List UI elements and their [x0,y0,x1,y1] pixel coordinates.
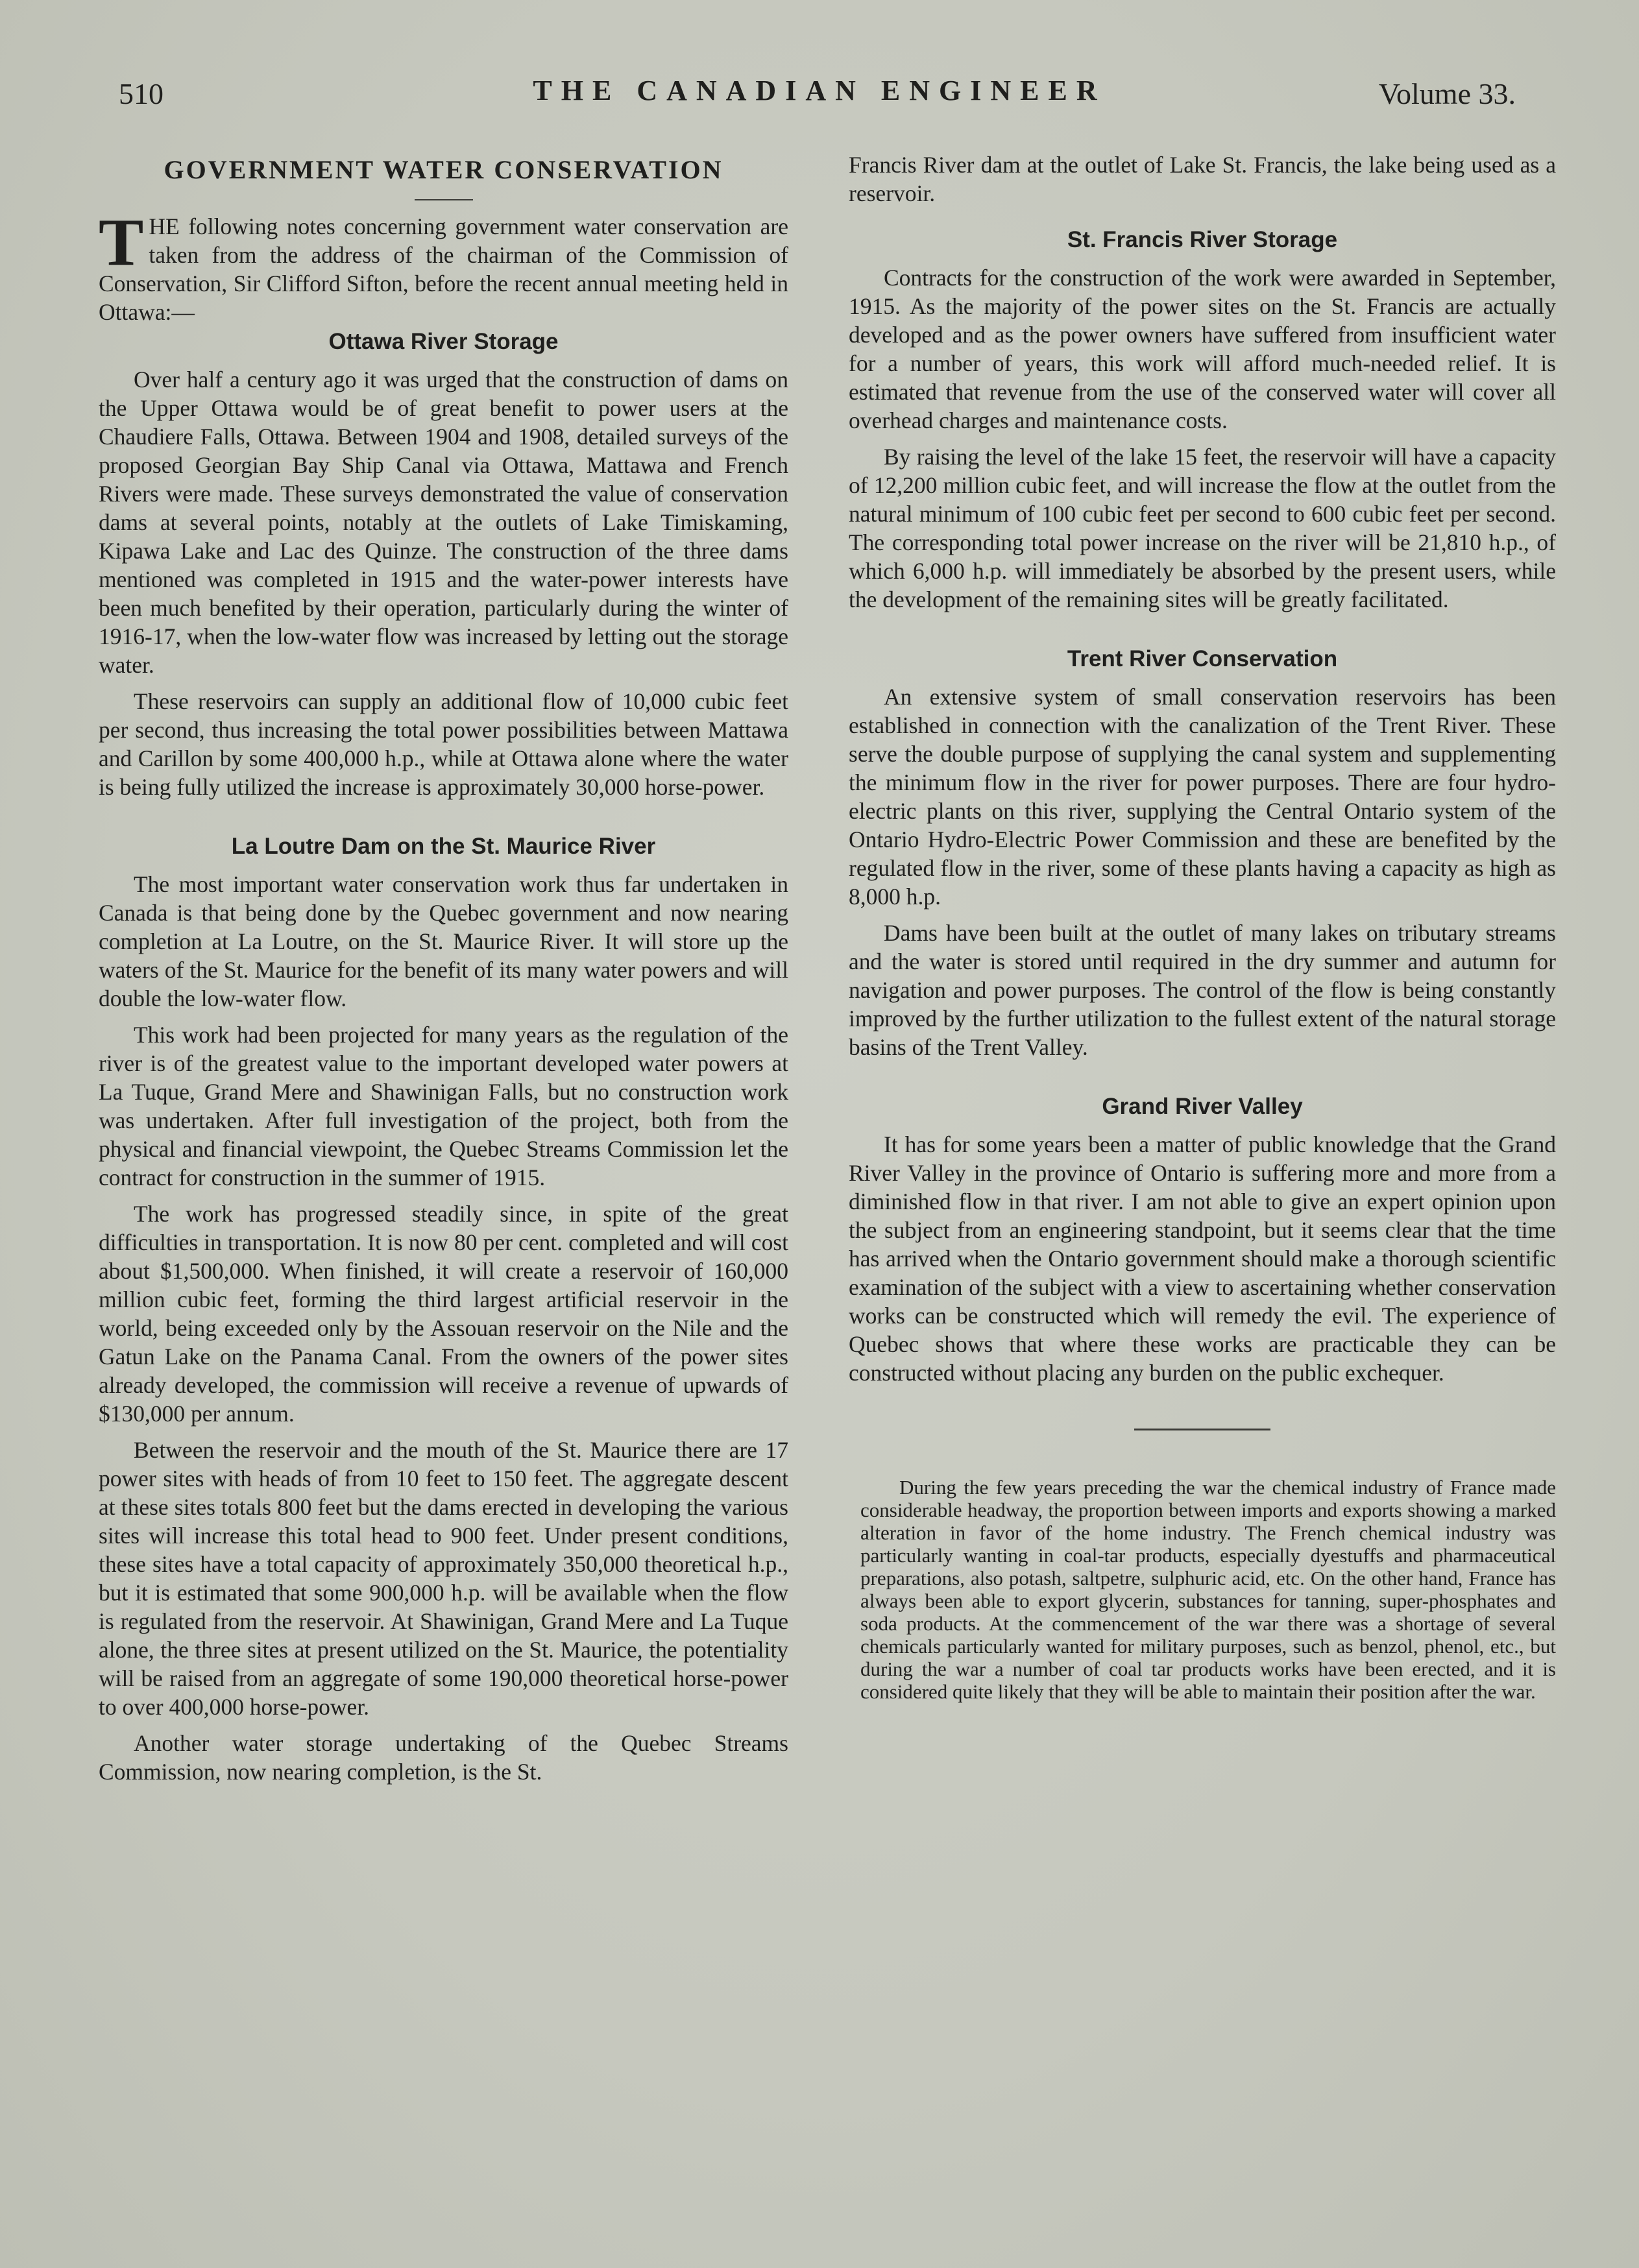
section-heading-ottawa: Ottawa River Storage [328,329,559,354]
article-title: GOVERNMENT WATER CONSERVATION [164,155,723,184]
title-rule [415,199,473,200]
paragraph: Between the reservoir and the mouth of the St. Maurice there are 17 power sites with heads of from 10 feet to 150 feet. The aggregate descent at these sites totals 800 feet but the dams erected in developing the various sites will increase this total head to 900 feet. Under present conditions, these sites have a total capacity of approximately 350,000 theoretical h.p., but it is estimated that some 900,000 h.p. will be available when the flow is regulated from the reservoir. At Shawinigan, Grand Mere and La Tuque alone, the three sites at present utilized on the St. Maurice, the potentiality will be raised from an aggregate of some 190,000 theoretical horse-power to over 400,000 horse-power. [99,1437,788,1720]
paragraph-continued: Francis River dam at the outlet of Lake St. Francis, the lake being used as a reservoir. [849,152,1556,206]
page-number: 510 [119,77,164,110]
paragraph: The work has progressed steadily since, in spite of the great difficulties in transportation. It is now 80 per cent. completed and will cost about $1,500,000. When finished, it will create a reservoir of 160,000 million cubic feet, forming the third largest artificial reservoir in the world, being exceeded only by the Assouan reservoir on the Nile and the Gatun Lake on the Panama Canal. From the owners of the power sites already developed, the commission will receive a revenue of upwards of $130,000 per annum. [99,1201,788,1427]
journal-title: THE CANADIAN ENGINEER [533,75,1106,106]
paragraph: Another water storage undertaking of the Quebec Streams Commission, now nearing completion, is the St. [99,1730,788,1785]
right-column [849,151,1556,1703]
section-heading-la-loutre: La Loutre Dam on the St. Maurice River [231,834,656,859]
paragraph: This work had been projected for many years as the regulation of the river is of the greatest value to the important developed water powers at La Tuque, Grand Mere and Shawinigan Falls, but no construction work was undertaken. After full investigation of the project, both from the physical and financial viewpoint, the Quebec Streams Commission let the contract for construction in the summer of 1915. [99,1022,788,1190]
paragraph: It has for some years been a matter of public knowledge that the Grand River Valley in the province of Ontario is suffering more and more from a diminished flow in that river. I am not able to give an expert opinion upon the subject from an engineering standpoint, but it seems clear that the time has arrived when the Ontario government should make a thorough scientific examination of the subject with a view to ascertaining whether conservation works can be constructed which will remedy the evil. The experience of Quebec shows that where these works are practicable they can be constructed without placing any burden on the public exchequer. [849,1131,1556,1386]
paragraph: By raising the level of the lake 15 feet, the reservoir will have a capacity of 12,200 million cubic feet, and will increase the flow at the outlet from the natural minimum of 100 cubic feet per second to 600 cubic feet per second. The corresponding total power increase on the river will be 21,810 h.p., of which 6,000 h.p. will immediately be absorbed by the present users, while the development of the remaining sites will be greatly facilitated. [849,444,1556,612]
section-heading-trent: Trent River Conservation [1067,646,1338,671]
running-head [0,77,1639,115]
drop-cap: T [99,205,144,280]
section-divider [1134,1429,1270,1430]
volume-label: Volume 33. [1378,77,1516,110]
news-note: During the few years preceding the war the chemical industry of France made considerable headway, the proportion between imports and exports showing a marked alteration in favor of the home industry. The French chemical industry was particularly wanting in coal-tar products, especially dyestuffs and pharmaceutical preparations, also potash, saltpetre, sulphuric acid, etc. On the other hand, France has always been able to export glycerin, substances for tanning, super-phosphates and soda products. At the commencement of the war there was a shortage of several chemicals particularly wanted for military purposes, such as benzol, phenol, etc., but during the war a number of coal tar products works have been erected, and it is considered quite likely that they will be able to maintain their position after the war. [860,1476,1556,1703]
section-heading-st-francis: St. Francis River Storage [1067,227,1338,252]
paragraph: These reservoirs can supply an additional flow of 10,000 cubic feet per second, thus increasing the total power possibilities between Mattawa and Carillon by some 400,000 h.p., while at Ottawa alone where the water is being fully utilized the increase is approximately 30,000 horse-power. [99,688,788,800]
paragraph: An extensive system of small conservation reservoirs has been established in connection with the canalization of the Trent River. These serve the double purpose of supplying the canal system and supplementing the minimum flow in the river for power purposes. There are four hydro-electric plants on this river, supplying the Central Ontario system of the Ontario Hydro-Electric Power Commission and these are benefited by the regulated flow in the river, some of these plants having a capacity as high as 8,000 h.p. [849,684,1556,910]
intro-text: HE following notes concerning government water conservation are taken from the address of the chairman of the Commission of Conservation, Sir Clifford Sifton, before the recent annual meeting held in Ottawa:— [99,213,788,325]
paragraph: Over half a century ago it was urged that the construction of dams on the Upper Ottawa would be of great benefit to power users at the Chaudiere Falls, Ottawa. Between 1904 and 1908, detailed surveys of the proposed Georgian Bay Ship Canal via Ottawa, Mattawa and French Rivers were made. These surveys demonstrated the value of conservation dams at several points, notably at the outlets of Lake Timiskaming, Kipawa Lake and Lac des Quinze. The construction of the three dams mentioned was completed in 1915 and the water-power interests have been much benefited by their operation, particularly during the winter of 1916-17, when the low-water flow was increased by letting out the storage water. [99,367,788,678]
intro-paragraph [99,205,788,326]
paragraph: Dams have been built at the outlet of many lakes on tributary streams and the water is stored until required in the dry summer and autumn for navigation and power purposes. The control of the flow is being constantly improved by the further utilization to the fullest extent of the natural storage basins of the Trent Valley. [849,920,1556,1060]
paragraph: Contracts for the construction of the work were awarded in September, 1915. As the majority of the power sites on the St. Francis are actually developed and as the power owners have suffered from insufficient water for a number of years, this work will afford much-needed relief. It is estimated that revenue from the use of the conserved water will cover all overhead charges and maintenance costs. [849,265,1556,433]
section-heading-grand-river: Grand River Valley [1102,1094,1303,1119]
paragraph: The most important water conservation work thus far undertaken in Canada is that being done by the Quebec government and now nearing completion at La Loutre, on the St. Maurice River. It will store up the waters of the St. Maurice for the benefit of its many water powers and will double the low-water flow. [99,871,788,1011]
left-column [99,151,788,1786]
